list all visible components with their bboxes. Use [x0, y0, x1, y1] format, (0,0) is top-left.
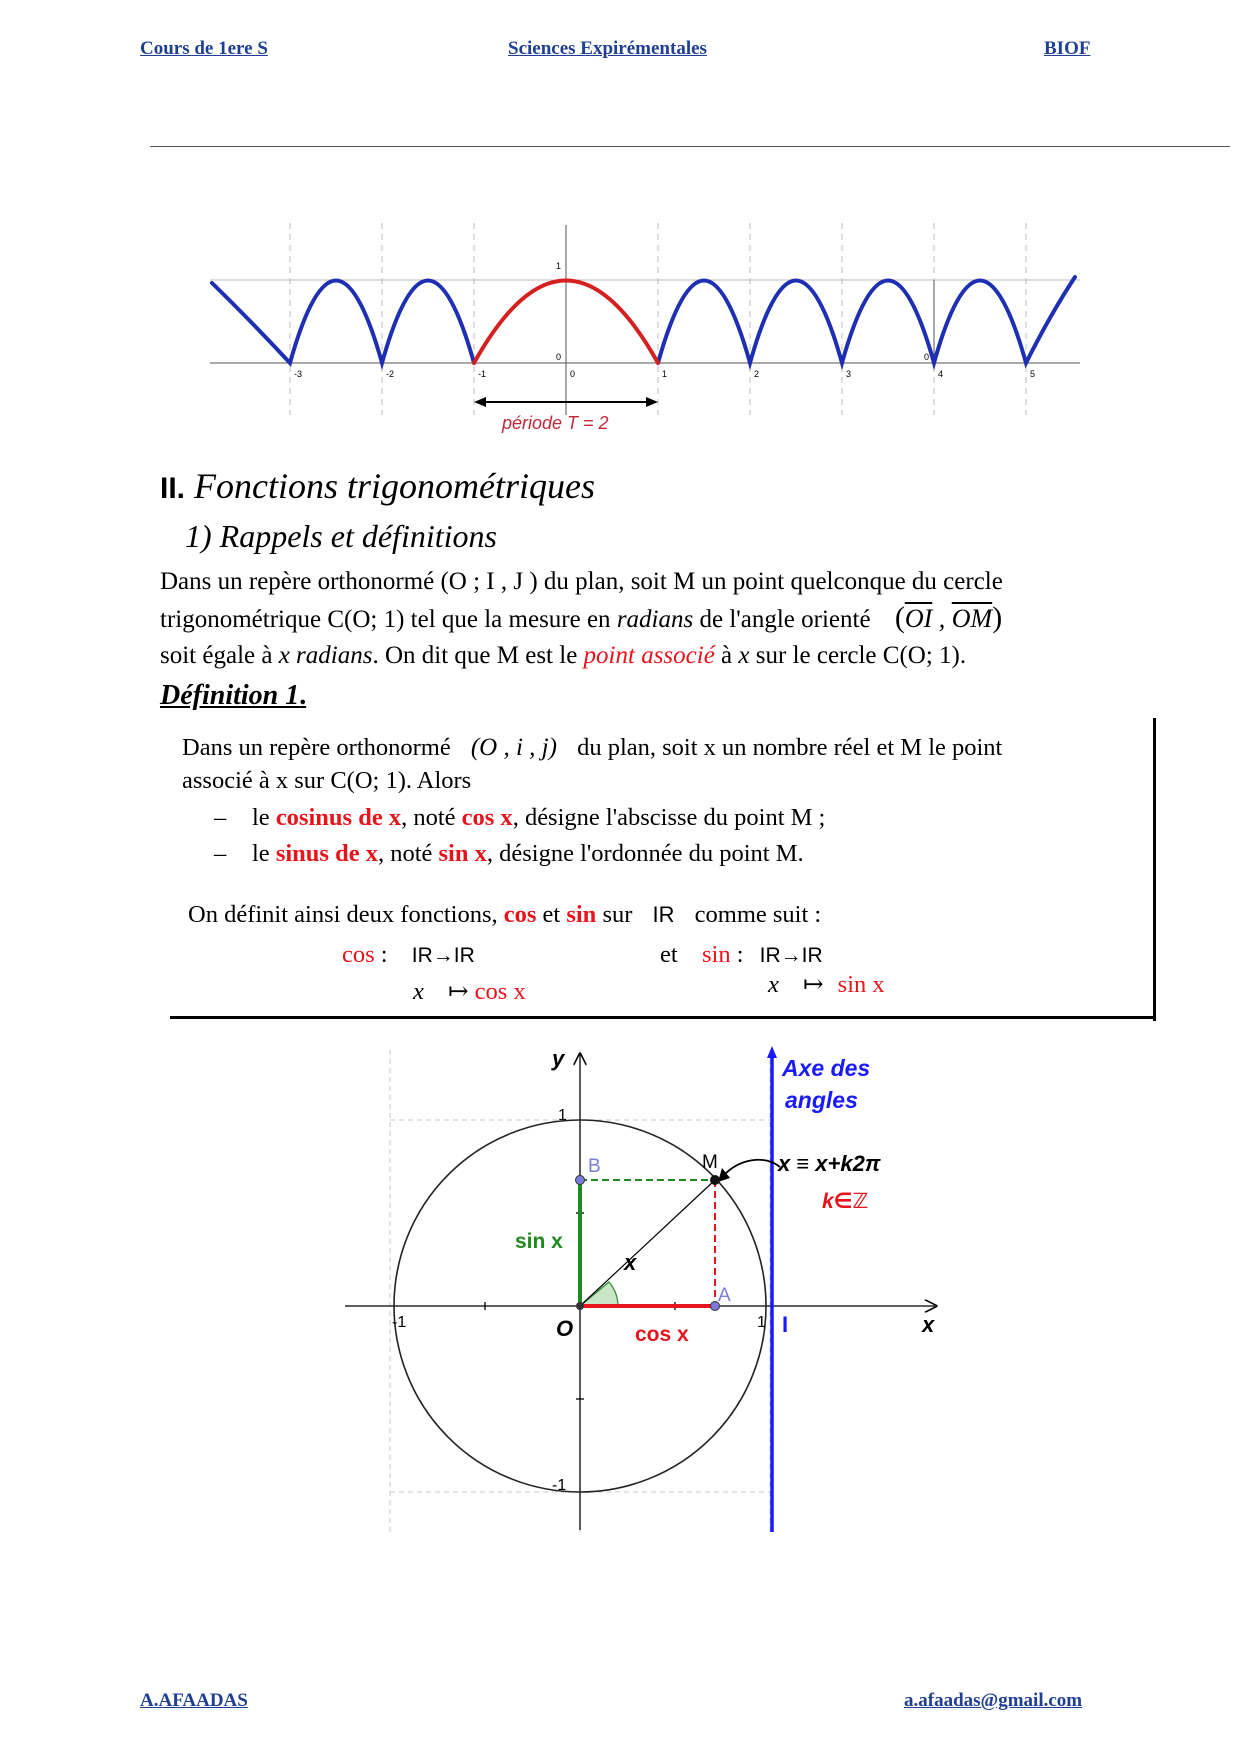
- cos-fn-name: cos: [342, 941, 375, 968]
- functions-text: comme suit :: [694, 901, 822, 928]
- point-associe: point associé: [583, 642, 715, 669]
- graph1-xtick: -1: [478, 369, 487, 379]
- definition-bullet-cos: – le cosinus de x, noté cos x, désigne l'abscisse du point M ;: [214, 804, 826, 831]
- vector-om: $\overline{OM}$: [951, 604, 993, 633]
- intro-paragraph: [160, 564, 1160, 674]
- cos-image: cos x: [474, 978, 526, 1005]
- intro-line-3: [160, 638, 1160, 674]
- trig-circle-figure: [330, 1040, 960, 1540]
- footer-author[interactable]: A.AFAADAS: [140, 1690, 248, 1711]
- periodic-curve-graph: [210, 215, 1090, 445]
- cos-mapping-head: [342, 940, 475, 971]
- point-m-label: M: [702, 1152, 718, 1173]
- cos-codomain: IR: [453, 944, 475, 967]
- axis-title-line-2: angles: [785, 1087, 858, 1113]
- colon: :: [736, 941, 744, 968]
- bullet-text: le: [252, 840, 276, 867]
- functions-text: On définit ainsi deux fonctions,: [188, 901, 504, 928]
- definition-line-1: [182, 733, 1142, 763]
- x-axis-label: x: [922, 1312, 935, 1337]
- angle-label: x: [624, 1250, 637, 1275]
- sin-domain: IR: [759, 944, 781, 967]
- cos-var: x: [413, 978, 424, 1005]
- sin-mapping-head: [702, 940, 823, 971]
- graph1-origin-label-2: 0: [924, 352, 930, 362]
- intro-text: sur le cercle C(O; 1).: [749, 642, 967, 669]
- definition-functions-line: [188, 900, 821, 930]
- sin-image: sin x: [837, 971, 885, 998]
- intro-line-1: Dans un repère orthonormé (O ; I , J ) du plan, soit M un point quelconque du cercle: [160, 568, 1003, 595]
- vector-oi: $\overline{OI}$: [904, 604, 933, 633]
- sin-fn-name: sin: [702, 941, 731, 968]
- intro-text: . On dit que M est le: [372, 642, 584, 669]
- graph1-xtick: -2: [386, 369, 395, 379]
- section-title-text: Fonctions trigonométriques: [194, 466, 595, 506]
- tick-label: -1: [552, 1477, 567, 1494]
- bullet-text: le: [252, 804, 276, 831]
- definition-title-text: Définition 1: [160, 680, 300, 711]
- header-right[interactable]: BIOF: [1044, 38, 1091, 59]
- et-word: et: [660, 941, 678, 968]
- sin-mapping-rule: [768, 970, 885, 1000]
- congruence-formula: x ≡ x+k2π: [778, 1151, 881, 1176]
- tick-label: 1: [558, 1107, 567, 1124]
- sin-var: x: [768, 971, 779, 998]
- cos-domain: IR: [411, 944, 433, 967]
- bullet-text: , désigne l'ordonnée du point M.: [486, 840, 804, 867]
- tick-label: 1: [757, 1314, 766, 1331]
- sin-notation: sin x: [438, 840, 487, 867]
- functions-text: sur: [596, 901, 633, 928]
- cos-notation: cos x: [461, 804, 513, 831]
- cos-mapping-rule: [413, 977, 526, 1007]
- graph1-xtick: 3: [846, 369, 852, 379]
- frame-notation: (O , i , j): [470, 734, 557, 761]
- intro-x-radians: x radians: [278, 642, 373, 669]
- header-rule: [150, 146, 1230, 147]
- cosinus-term: cosinus de x: [275, 804, 402, 831]
- intro-text: à: [714, 642, 739, 669]
- colon: :: [380, 941, 388, 968]
- cos-x-label: cos x: [635, 1323, 689, 1346]
- point-b-label: B: [588, 1156, 601, 1177]
- section-title: [160, 465, 595, 507]
- intro-radians: radians: [616, 606, 694, 633]
- graph1-xtick: 0: [570, 369, 576, 379]
- graph1-xtick: 5: [1030, 369, 1036, 379]
- definition-bullet-sin: – le sinus de x, noté sin x, désigne l'ordonnée du point M.: [214, 840, 804, 867]
- origin-label: O: [556, 1316, 574, 1341]
- bullet-text: , désigne l'abscisse du point M ;: [512, 804, 826, 831]
- graph1-xtick: 4: [938, 369, 944, 379]
- arrow: →: [780, 944, 802, 967]
- graph1-origin-label: 0: [556, 352, 562, 362]
- intro-text: de l'angle orienté: [693, 606, 871, 633]
- definition-line-2: associé à x sur C(O; 1). Alors: [182, 767, 472, 794]
- intro-line-2: [160, 600, 1160, 638]
- cos-word: cos: [503, 901, 537, 928]
- intro-text: soit égale à: [160, 642, 279, 669]
- sinus-term: sinus de x: [275, 840, 378, 867]
- definition-box-right-border: [1153, 718, 1156, 1021]
- functions-text: et: [536, 901, 567, 928]
- graph1-xtick: 2: [754, 369, 760, 379]
- intro-x: x: [738, 642, 750, 669]
- axis-title-line-1: Axe des: [782, 1055, 871, 1081]
- intro-text: trigonométrique C(O; 1) tel que la mesure en: [160, 606, 617, 633]
- sin-word: sin: [566, 901, 597, 928]
- footer-email[interactable]: a.afaadas@gmail.com: [904, 1690, 1083, 1711]
- sin-x-label: sin x: [515, 1230, 563, 1253]
- real-set-symbol: IR: [652, 902, 675, 927]
- section-number: II.: [160, 472, 186, 505]
- subsection-title: 1) Rappels et définitions: [185, 518, 497, 554]
- header-center[interactable]: Sciences Expirémentales: [508, 38, 707, 59]
- maps-to: ↦: [448, 978, 469, 1005]
- tick-label: -1: [392, 1314, 407, 1331]
- header-left[interactable]: Cours de 1ere S: [140, 38, 268, 59]
- graph1-xtick: -3: [294, 369, 303, 379]
- sin-codomain: IR: [801, 944, 823, 967]
- y-axis-label: y: [552, 1046, 565, 1071]
- k-integer-label: k∈ℤ: [822, 1190, 869, 1213]
- bullet-text: , noté: [377, 840, 439, 867]
- arrow: →: [432, 944, 454, 967]
- definition-text: du plan, soit x un nombre réel et M le point: [577, 734, 1003, 761]
- definition-text: Dans un repère orthonormé: [182, 734, 451, 761]
- period-label: période T = 2: [502, 413, 609, 433]
- maps-to: ↦: [803, 971, 824, 998]
- point-a-label: A: [718, 1285, 731, 1306]
- definition-box-bottom-border: [170, 1016, 1156, 1019]
- point-i-label: I: [782, 1312, 789, 1337]
- bullet-text: , noté: [401, 804, 462, 831]
- oriented-angle-notation: ($\overline{OI}$ , $\overline{OM}$): [894, 601, 1003, 634]
- graph1-xtick: 1: [662, 369, 668, 379]
- definition-title: Définition 1.: [160, 680, 307, 711]
- graph1-ytick-1: 1: [556, 261, 562, 271]
